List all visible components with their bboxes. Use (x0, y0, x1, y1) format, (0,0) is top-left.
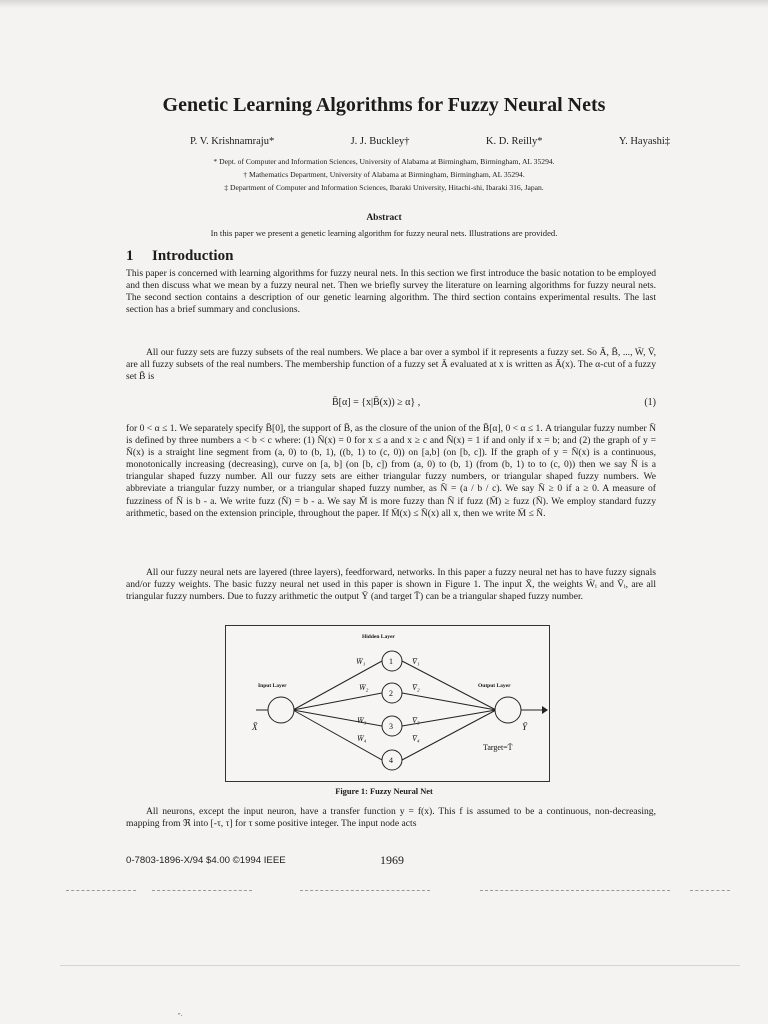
hidden-node-label: 4 (389, 756, 393, 765)
divider (66, 890, 136, 891)
equation (126, 397, 656, 411)
weight-label: W̄₄ (357, 734, 367, 743)
equation-expression: B̄[α] = {x|B̄(x)) ≥ α} , (332, 397, 421, 408)
affiliation: * Dept. of Computer and Information Sciences, University of Alabama at Birmingham, Birmingham, AL 35294. (213, 157, 555, 166)
divider (152, 890, 252, 891)
connection-h2-output (402, 693, 496, 710)
abstract-heading: Abstract (366, 213, 402, 223)
author: Y. Hayashi‡ (618, 136, 670, 147)
author-list (190, 136, 670, 147)
weight-label: V̄₂ (412, 683, 420, 692)
hidden-node-label: 1 (389, 657, 393, 666)
divider (300, 890, 430, 891)
output-symbol: Ȳ (522, 722, 528, 732)
divider (480, 890, 670, 891)
target-label: Target=T̄ (483, 743, 513, 752)
output-neuron (495, 697, 521, 723)
input-neuron (268, 697, 294, 723)
scan-mark: ''· (178, 1012, 183, 1020)
author: K. D. Reilly* (485, 136, 543, 147)
output-arrowhead (542, 706, 548, 714)
figure-fuzzy-neural-net (225, 625, 550, 782)
divider (60, 965, 740, 966)
author: J. J. Buckley† (350, 136, 410, 147)
weight-label: V̄₁ (412, 657, 420, 666)
author: P. V. Krishnamraju* (190, 136, 275, 147)
page-number: 1969 (380, 853, 404, 867)
affiliation: † Mathematics Department, University of Alabama at Birmingham, Birmingham, AL 35294. (243, 170, 525, 179)
section-title: Introduction (152, 248, 234, 264)
copyright-code: 0-7803-1896-X/94 $4.00 ©1994 IEEE (126, 855, 286, 866)
paragraph: This paper is concerned with learning algorithms for fuzzy neural nets. In this section we first introduce the basic notation to be employed and then discuss what we mean by a fuzzy neural net. Then we briefly survey the literature on learning algorithms for fuzzy neural nets. The second section contains a description of our genetic learning algorithm. The third section contains experimental results. The last section has a brief summary and conclusions. (126, 268, 656, 316)
weight-label: W̄₃ (357, 716, 367, 725)
divider (690, 890, 730, 891)
hidden-node-label: 3 (389, 722, 393, 731)
input-symbol: X̄ (252, 722, 258, 732)
equation-number: (1) (644, 397, 656, 408)
paragraph: for 0 < α ≤ 1. We separately specify B̄[0], the support of B̄, as the closure of the union of the B̄[α], 0 < α ≤ 1. A triangular fuzzy number N̄ is defined by three numbers a < b < c where: (1) N̄(x) = 0 for x ≤ a and x ≥ c and N̄(x) = 1 if and only if x = b; and (2) the graph of y = N̄(x) is a straight line segment from (a, 0) to (b, 1), ((b, 1) to (c, 0)) on [a,b] (on [b, c]). If the graph of y = N̄(x) is a continuous, monotonically increasing (decreasing), curve on [a, b] (on [b, c]) from (a, 0) to (b, 1) (from (b, 1) to to (c, 0)) then we say N̄ is a triangular shaped fuzzy number. All our fuzzy sets are either triangular fuzzy numbers, or triangular shaped fuzzy numbers. We abbreviate a triangular fuzzy number, or a triangular shaped fuzzy number, as N̄ = (a / b / c). We say N̄ ≥ 0 if a ≥ 0. A measure of fuzziness of N̄ is b - a. We write fuzz (N̄) = b - a. We say M̄ is more fuzzy than N̄ if fuzz (M̄) ≥ fuzz (N̄). We employ standard fuzzy arithmetic, based on the extension principle, throughout the paper. If M̄(x) ≤ N̄(x) all x, then we write M̄ ≤ N̄. (126, 423, 656, 519)
output-layer-label: Output Layer (478, 683, 511, 689)
paragraph: All neurons, except the input neuron, have a transfer function y = f(x). This f is assumed to be a continuous, non-decreasing, mapping from ℜ into [-τ, τ] for τ some positive integer. The input node acts (126, 806, 656, 830)
figure-caption: Figure 1: Fuzzy Neural Net (335, 787, 433, 796)
weight-label: V̄₄ (412, 734, 420, 743)
abstract-text: In this paper we present a genetic learning algorithm for fuzzy neural nets. Illustrations are provided. (210, 228, 558, 238)
weight-label: W̄₁ (356, 657, 366, 666)
paper-title: Genetic Learning Algorithms for Fuzzy Neural Nets (162, 94, 606, 116)
weight-label: V̄₃ (412, 716, 420, 725)
weight-label: W̄₂ (359, 683, 369, 692)
hidden-layer-label: Hidden Layer (362, 634, 395, 640)
hidden-node-label: 2 (389, 689, 393, 698)
connection-input-h2 (293, 693, 382, 710)
page-top-edge (0, 0, 768, 8)
network-diagram (226, 626, 549, 781)
paragraph: All our fuzzy neural nets are layered (three layers), feedforward, networks. In this paper a fuzzy neural net has to have fuzzy signals and/or fuzzy weights. The basic fuzzy neural net used in this paper is shown in Figure 1. The input X̄, the weights W̄ᵢ and V̄ᵢ, are all triangular fuzzy numbers. Due to fuzzy arithmetic the output Ȳ (and target T̄) can be a triangular shaped fuzzy number. (126, 567, 656, 603)
connection-input-h1 (293, 661, 382, 710)
section-number: 1 (126, 248, 134, 264)
affiliation: ‡ Department of Computer and Information Sciences, Ibaraki University, Hitachi-shi, Ibaraki 316, Japan. (224, 183, 544, 192)
section-heading (126, 248, 233, 265)
paragraph: All our fuzzy sets are fuzzy subsets of the real numbers. We place a bar over a symbol if it represents a fuzzy set. So Ā, B̄, ..., W̄, V̄, are all fuzzy subsets of the real numbers. The membership function of a fuzzy set Ā evaluated at x is written as Ā(x). The α-cut of a fuzzy set B̄ is (126, 347, 656, 383)
input-layer-label: Input Layer (258, 683, 287, 689)
